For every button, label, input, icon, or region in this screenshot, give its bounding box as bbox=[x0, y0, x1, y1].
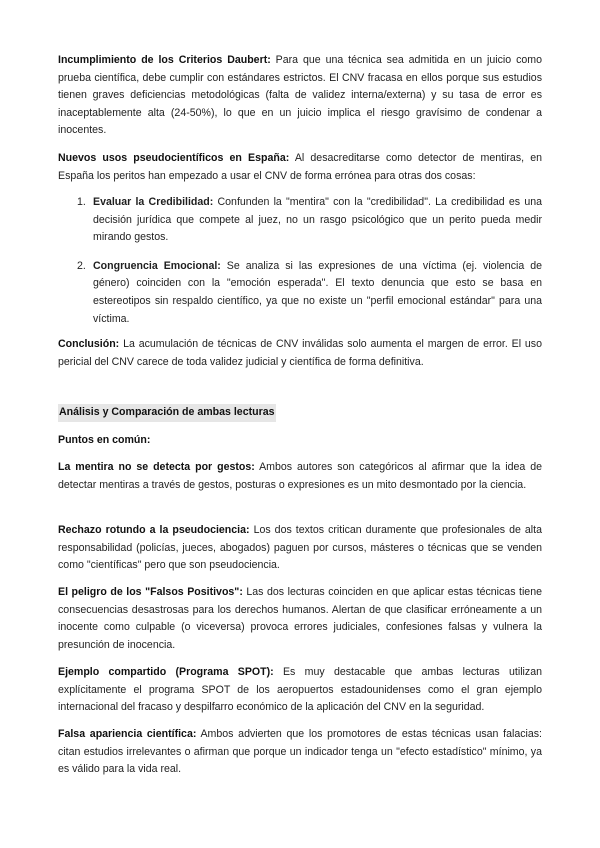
point-title: Ejemplo compartido (Programa SPOT): bbox=[58, 666, 274, 678]
list-item-title: Congruencia Emocional: bbox=[93, 259, 221, 272]
point-paragraph bbox=[58, 584, 542, 654]
list-item bbox=[58, 194, 542, 247]
list-item-text: Se analiza si las expresiones de una víctima (ej. violencia de género) coinciden con la "emoción esperada". El texto denuncia que esto se basa en estereotipos sin respaldo científico, ya que no existe un "perfil emocional estándar" para una víctima. bbox=[93, 259, 542, 325]
point-paragraph bbox=[58, 522, 542, 575]
point-text: Las dos lecturas coinciden en que aplicar estas técnicas tiene consecuencias desastrosas para los derechos humanos. Alertan de que clasificar erróneamente a un inocente como culpable (o viceversa) provoca errores judiciales, confesiones falsas y vulnera la presunción de inocencia. bbox=[58, 586, 542, 651]
list-item-text: Confunden la "mentira" con la "credibilidad". La credibilidad es una decisión jurídica que compete al juez, no un rasgo psicológico que un perito pueda medir mirando gestos. bbox=[93, 196, 542, 244]
section-heading: Análisis y Comparación de ambas lecturas bbox=[58, 404, 276, 422]
paragraph-nuevos-usos bbox=[58, 150, 542, 185]
point-text: Los dos textos critican duramente que profesionales de alta responsabilidad (policías, jueces, abogados) paguen por cursos, másteres o técnicas que se venden como "científicas" pero que son pseudociencia. bbox=[58, 524, 542, 572]
paragraph-title: Incumplimiento de los Criterios Daubert: bbox=[58, 54, 271, 66]
point-text: Ambos autores son categóricos al afirmar que la idea de detectar mentiras a través de gestos, posturas o expresiones es un mito desmontado por la ciencia. bbox=[58, 461, 542, 491]
paragraph-text: Al desacreditarse como detector de mentiras, en España los peritos han empezado a usar el CNV de forma errónea para otras dos cosas: bbox=[58, 152, 542, 182]
list-item bbox=[58, 258, 542, 328]
point-title: El peligro de los "Falsos Positivos": bbox=[58, 586, 243, 598]
paragraph-daubert bbox=[58, 52, 542, 140]
point-paragraph bbox=[58, 726, 542, 779]
list-number: 1. bbox=[77, 196, 86, 208]
point-paragraph bbox=[58, 664, 542, 717]
paragraph-title: Nuevos usos pseudocientíficos en España: bbox=[58, 152, 290, 164]
paragraph-text: La acumulación de técnicas de CNV inválidas solo aumenta el margen de error. El uso pericial del CNV carece de toda validez judicial y científica de forma definitiva. bbox=[58, 338, 542, 368]
subheading-puntos-en-comun: Puntos en común: bbox=[58, 434, 151, 446]
list-item-title: Evaluar la Credibilidad: bbox=[93, 196, 214, 208]
point-paragraph bbox=[58, 459, 542, 494]
point-text: Ambos advierten que los promotores de estas técnicas usan falacias: citan estudios irrelevantes o afirman que porque un indicador tenga un "efecto estadístico" mínimo, ya es válido para la vida real. bbox=[58, 728, 543, 776]
numbered-list bbox=[58, 194, 542, 328]
point-text: Es muy destacable que ambas lecturas utilizan explícitamente el programa SPOT de los aeropuertos estadounidenses como el gran ejemplo internacional del fracaso y despilfarro económico de la aplicación del CNV en la seguridad. bbox=[58, 666, 542, 714]
point-title: La mentira no se detecta por gestos: bbox=[58, 461, 255, 473]
list-number: 2. bbox=[77, 259, 86, 272]
point-title: Falsa apariencia científica: bbox=[58, 728, 197, 740]
paragraph-conclusion bbox=[58, 336, 542, 371]
point-title: Rechazo rotundo a la pseudociencia: bbox=[58, 524, 250, 536]
paragraph-title: Conclusión: bbox=[58, 338, 120, 350]
paragraph-text: Para que una técnica sea admitida en un juicio como prueba científica, debe cumplir con estándares estrictos. El CNV fracasa en ellos porque sus estudios tienen graves deficiencias metodológicas (falta de validez interna/externa) y su tasa de error es inaceptablemente alta (24-50%), lo que en un juicio implica el riesgo gravísimo de condenar a inocentes. bbox=[58, 54, 543, 137]
